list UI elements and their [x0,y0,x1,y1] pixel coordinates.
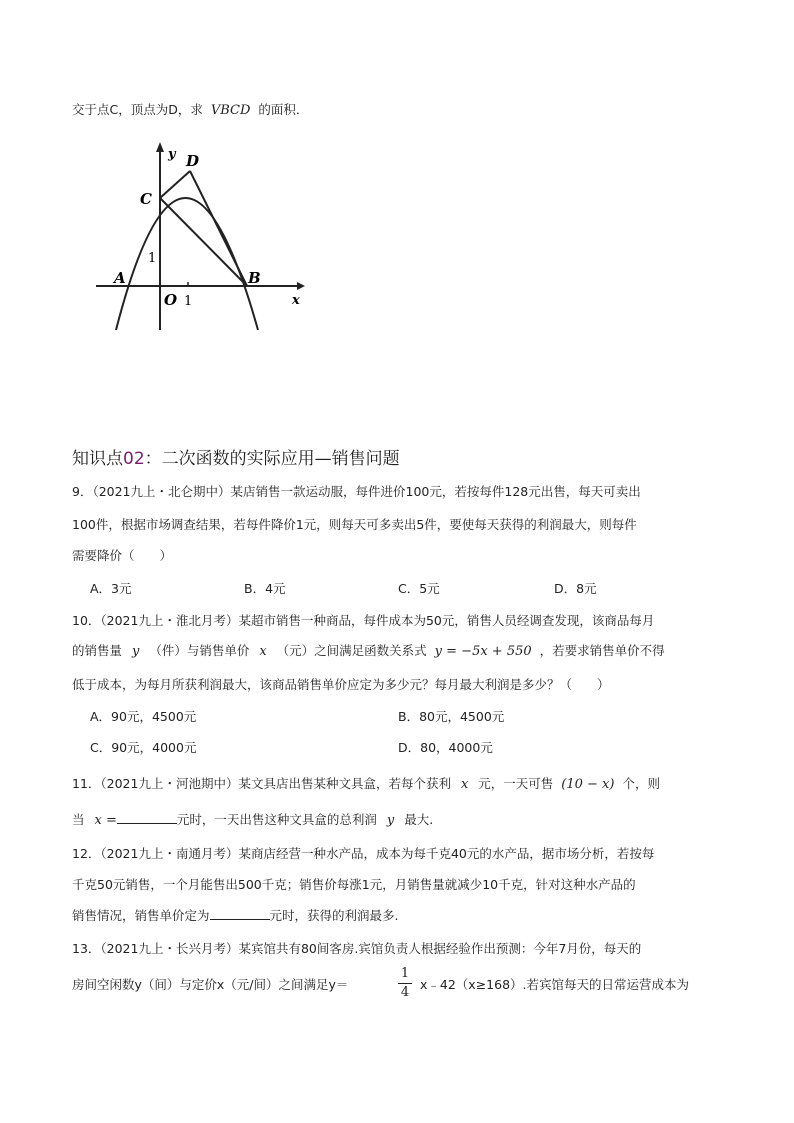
q12-answer-blank[interactable] [210,907,270,920]
q11-var-x: x [460,777,469,792]
label-x: x [292,293,300,308]
label-c: C [140,190,152,208]
q12-line-3 [72,907,399,925]
heading-prefix: 知识点 [72,449,123,469]
segment-db [190,171,247,286]
q10-var-y: y [132,644,140,659]
section-heading [72,444,400,469]
label-a: A [114,269,126,287]
q9-option-b[interactable]: B．4元 [244,581,286,596]
q9-line-3: 需要降价（ ） [72,548,173,563]
q11-expression: (10 − x) [561,777,615,792]
q10-text: （件）与销售单价 [149,643,250,658]
q10-line-3: 低于成本，为每月所获利润最大，该商品销售单价应定为多少元？每月最大利润是多少？（ ） [72,677,610,692]
q9-option-a[interactable]: A．3元 [90,581,132,596]
q10-text: ，若要求销售单价不得 [539,643,665,658]
fraction-numerator: 1 [400,966,410,981]
top-line-text-end: 的面积． [258,102,309,117]
q11-answer-blank[interactable] [117,811,177,824]
q10-text: 的销售量 [72,643,123,658]
q12-text: 销售情况，销售单价定为 [72,908,210,923]
q10-var-x: x [259,644,267,659]
label-y: y [168,147,176,162]
q11-text: 个，则 [622,776,660,791]
q11-line-1 [72,775,660,794]
q13-line-2a: 房间空闲数y（间）与定价x（元/间）之间满足y＝ [72,977,349,992]
q12-line-2: 千克50元销售，一个月能售出500千克；销售价每涨1元，月销售量就减少10千克，针对这种水产品的 [72,877,636,892]
q9-line-2: 100件，根据市场调查结果，若每件降价1元，则每天可多卖出5件，要使每天获得的利润最大，则每件 [72,517,637,532]
q11-text: 11．（2021九上・河池期中）某文具店出售某种文具盒，若每个获利 [72,776,451,791]
segment-cd [160,171,190,198]
top-line [72,101,308,120]
label-1-x: 1 [184,294,193,309]
q10-function: y = −5x + 550 [434,644,532,659]
q13-fraction [398,966,412,1001]
x-arrow-icon [297,282,305,290]
fraction-denominator: 4 [400,985,410,1000]
q13-line-1: 13．（2021九上・长兴月考）某宾馆共有80间客房.宾馆负责人根据经验作出预测：今年7月份，每天的 [72,941,642,956]
q11-text: 当 [72,812,85,827]
q10-option-b[interactable]: B．80元，4500元 [398,709,505,724]
segment-cb [160,198,247,286]
y-arrow-icon [156,142,164,152]
parabola-figure [92,138,312,333]
q9-option-d[interactable]: D．8元 [554,581,597,596]
q10-line-1: 10．（2021九上・淮北月考）某超市销售一种商品，每件成本为50元，销售人员经调查发现，该商品每月 [72,613,655,628]
q11-line-2 [72,811,433,830]
q10-text: （元）之间满足函数关系式 [276,643,427,658]
q9-option-c[interactable]: C．5元 [398,581,440,596]
q11-text: 元，一天可售 [478,776,554,791]
label-1-y: 1 [148,251,157,266]
q12-text: 元时，获得的利润最多. [269,908,399,923]
label-b: B [248,269,261,287]
q12-line-1: 12．（2021九上・南通月考）某商店经营一种水产品，成本为每千克40元的水产品，据市场分析，若按每 [72,846,655,861]
q11-var-x-eq: x = [94,813,117,828]
heading-title: ：二次函数的实际应用—销售问题 [144,449,400,469]
q10-option-a[interactable]: A．90元，4500元 [90,709,197,724]
q10-line-2 [72,642,665,661]
triangle-bcd: VBCD [210,103,251,118]
q10-option-c[interactable]: C．90元，4000元 [90,740,197,755]
label-d: D [186,152,200,170]
top-line-text: 交于点C，顶点为D，求 [72,102,203,117]
heading-number: 02 [123,449,145,469]
q11-text: 最大. [404,812,434,827]
label-o: O [164,291,178,309]
q9-line-1: 9．（2021九上・北仑期中）某店销售一款运动服，每件进价100元，若按每件128元出售，每天可卖出 [72,484,641,499]
q11-var-y: y [386,813,395,828]
q11-text: 元时，一天出售这种文具盒的总利润 [176,812,377,827]
q13-line-2b: x﹣42（x≥168）.若宾馆每天的日常运营成本为 [420,977,690,992]
q10-option-d[interactable]: D．80，4000元 [398,740,493,755]
